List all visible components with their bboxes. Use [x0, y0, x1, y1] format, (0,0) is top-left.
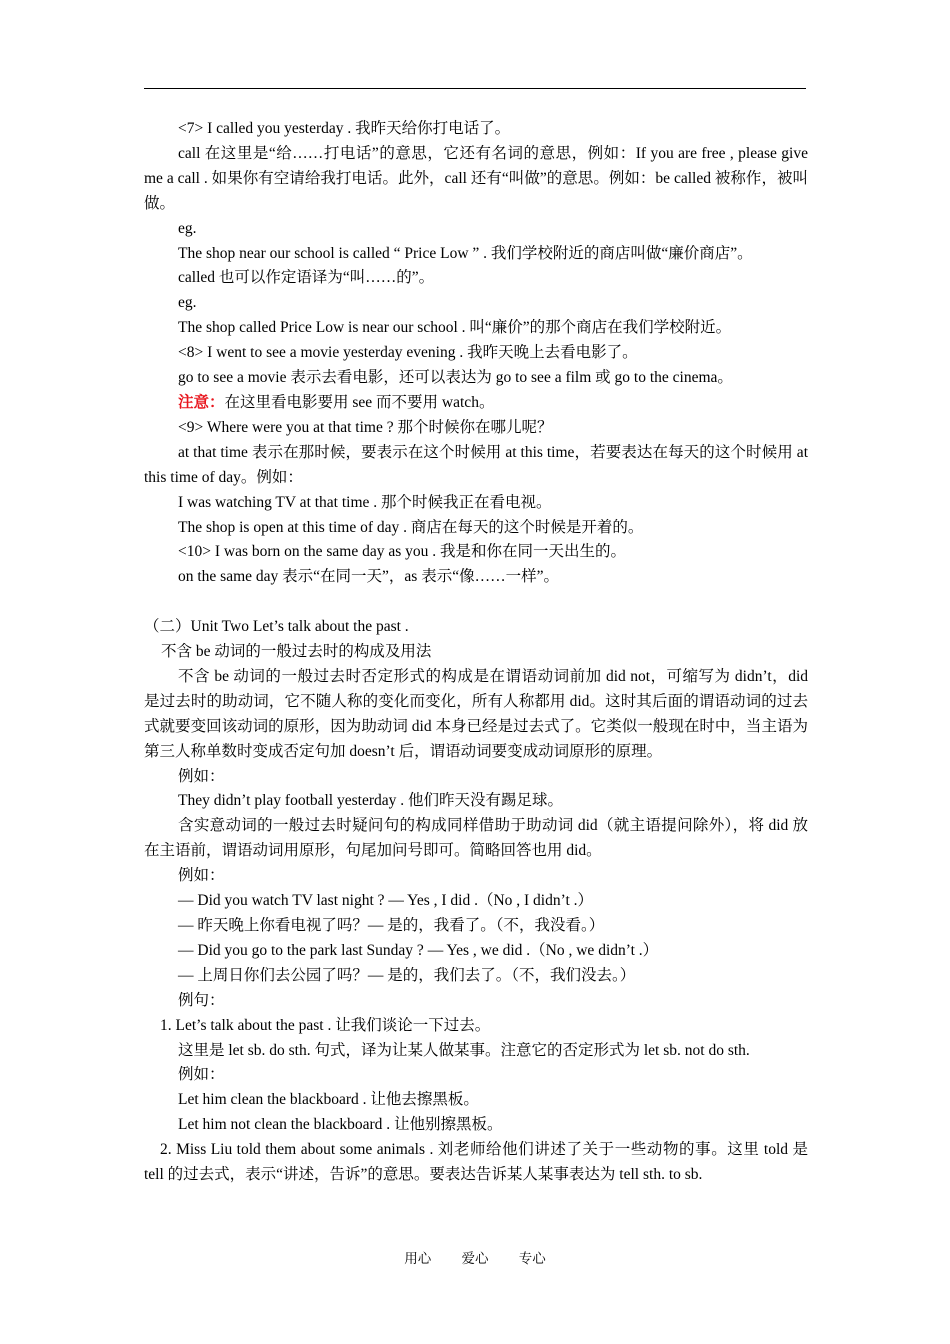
document-body: [144, 117, 808, 1188]
footer-word: 爱心: [461, 1251, 489, 1267]
paragraph-negative: 不含 be 动词的一般过去时否定形式的构成是在谓语动词前加 did not，可缩写为 didn’t，did 是过去时的助动词，它不随人称的变化而变化，所有人称都用 did。这时其后面的谓语动词的过去式就要变回该动词的原形，因为助动词 did 本身已经是过去式了。它类似一般现在时中，当主语为第三人称单数时变成否定句加 doesn’t 后，谓语动词要变成动词原形的原理。: [144, 667, 808, 760]
section-title: （二）Unit Two Let’s talk about the past .: [144, 618, 409, 636]
eg-label: eg.: [178, 219, 197, 237]
spacer: [144, 590, 808, 615]
section-subtitle: 不含 be 动词的一般过去时的构成及用法: [161, 643, 432, 661]
example-sentence: The shop near our school is called “ Price Low ” . 我们学校附近的商店叫做“廉价商店”。: [178, 244, 753, 262]
paragraph-line: on the same day 表示“在同一天”，as 表示“像……一样”。: [178, 568, 559, 586]
numbered-item-1: 1. Let’s talk about the past . 让我们谈论一下过去。: [160, 1016, 491, 1034]
example-sentence: They didn’t play football yesterday . 他们昨天没有踢足球。: [178, 792, 564, 810]
footer-word: 专心: [518, 1251, 546, 1267]
attention-line: [144, 391, 808, 416]
dialogue-line: — Did you go to the park last Sunday ? — Yes , we did .（No , we didn’t .）: [178, 941, 659, 959]
page-footer: [0, 1247, 950, 1267]
attention-text: 在这里看电影要用 see 而不要用 watch。: [224, 393, 495, 411]
paragraph-call: call 在这里是“给……打电话”的意思，它还有名词的意思，例如：If you are free , please give me a call . 如果你有空请给我打电话。此外，call 还有“叫做”的意思。例如：be called 被称作，被叫做。: [144, 144, 808, 212]
footer-word: 用心: [404, 1251, 432, 1267]
example-sentence: Let him clean the blackboard . 让他去擦黑板。: [178, 1091, 479, 1109]
example-sentence: I was watching TV at that time . 那个时候我正在看电视。: [178, 493, 552, 511]
paragraph-at-that-time: at that time 表示在那时候，要表示在这个时候用 at this time，若要表达在每天的这个时候用 at this time of day。例如：: [144, 443, 808, 486]
paragraph-line: 这里是 let sb. do sth. 句式，译为让某人做某事。注意它的否定形式为 let sb. not do sth.: [178, 1041, 750, 1059]
example-sentence: The shop is open at this time of day . 商店在每天的这个时候是开着的。: [178, 518, 644, 536]
eg-label: eg.: [178, 294, 197, 312]
dialogue-line: — 上周日你们去公园了吗？— 是的，我们去了。（不，我们没去。）: [178, 966, 636, 984]
note-7: <7> I called you yesterday . 我昨天给你打电话了。: [178, 120, 511, 137]
eg-label: 例如：: [178, 867, 225, 885]
dialogue-line: — Did you watch TV last night ? — Yes , I did .（No , I didn’t .）: [178, 892, 594, 910]
paragraph-question: 含实意动词的一般过去时疑问句的构成同样借助于助动词 did（就主语提问除外），将 did 放在主语前，谓语动词用原形，句尾加问号即可。简略回答也用 did。: [144, 817, 808, 860]
note-9: <9> Where were you at that time ? 那个时候你在哪儿呢？: [178, 418, 553, 436]
example-sentence: The shop called Price Low is near our school . 叫“廉价”的那个商店在我们学校附近。: [178, 319, 732, 337]
numbered-item-2: 2. Miss Liu told them about some animals . 刘老师给他们讲述了关于一些动物的事。这里 told 是 tell 的过去式，表示“讲述，告诉”的意思。要表达告诉某人某事表达为 tell sth. to sb.: [144, 1141, 808, 1184]
eg-label: 例如：: [178, 767, 225, 785]
paragraph-line: go to see a movie 表示去看电影，还可以表达为 go to see a film 或 go to the cinema。: [178, 369, 733, 387]
note-10: <10> I was born on the same day as you . 我是和你在同一天出生的。: [178, 543, 626, 561]
eg-label: 例句：: [178, 991, 225, 1009]
note-8: <8> I went to see a movie yesterday evening . 我昨天晚上去看电影了。: [178, 344, 638, 362]
example-sentence: Let him not clean the blackboard . 让他别擦黑板。: [178, 1116, 503, 1134]
attention-label: 注意：: [178, 393, 225, 411]
paragraph-line: called 也可以作定语译为“叫……的”。: [178, 269, 435, 287]
dialogue-line: — 昨天晚上你看电视了吗？— 是的，我看了。（不，我没看。）: [178, 916, 605, 934]
header-rule: [144, 88, 806, 89]
eg-label: 例如：: [178, 1066, 225, 1084]
